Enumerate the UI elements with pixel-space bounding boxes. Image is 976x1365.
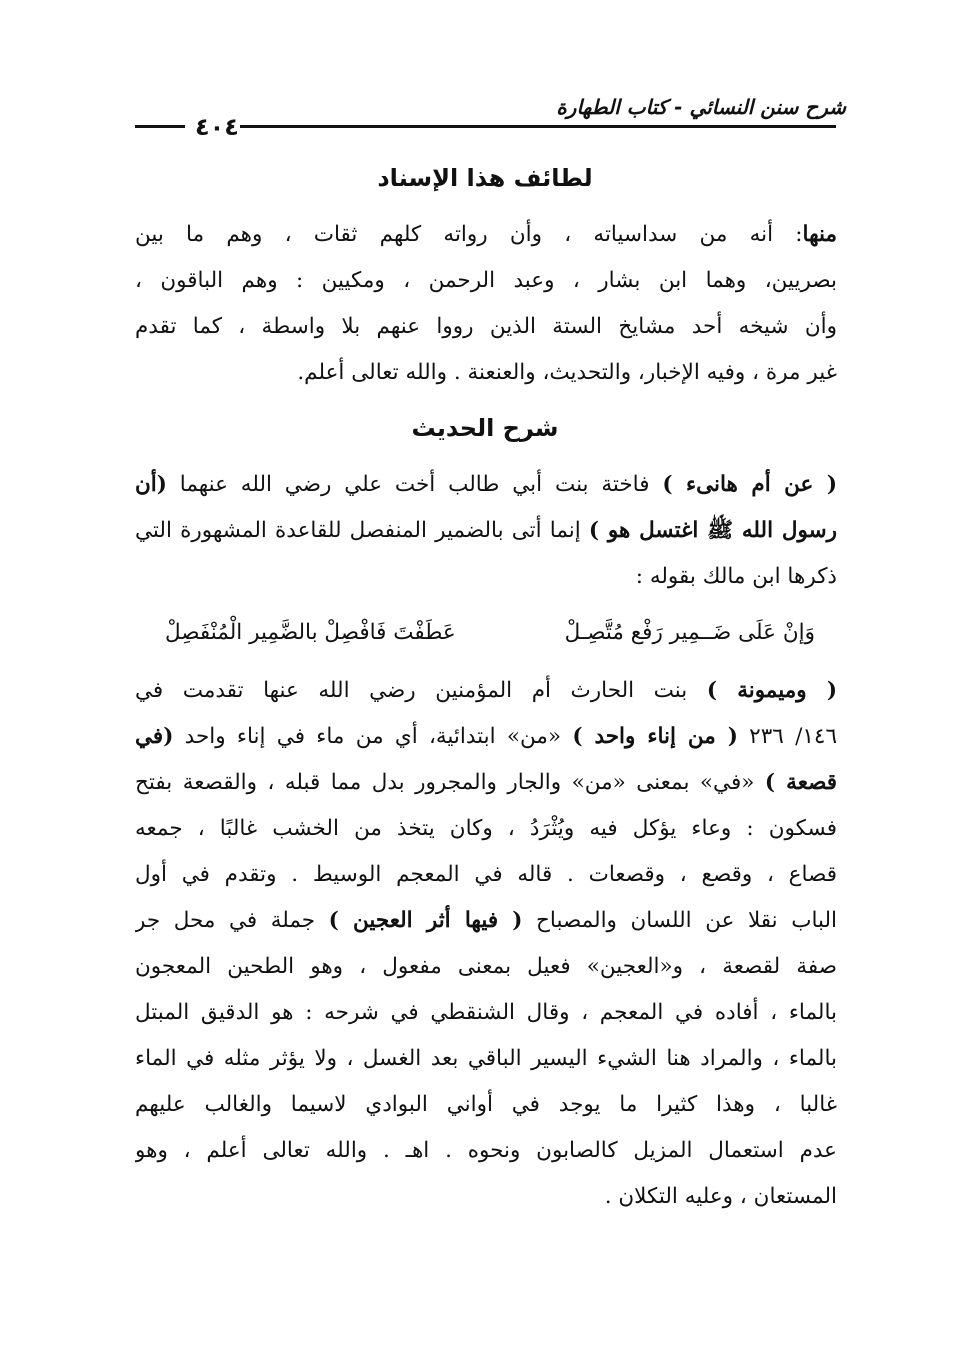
line-text: بنت الحارث أم المؤمنين رضي الله عنها تقدمت في <box>135 678 707 703</box>
line-text: إنما أتى بالضمير المنفصل للقاعدة المشهورة التي <box>135 518 589 543</box>
text-line <box>135 212 837 258</box>
text-line: قصاع ، وقصع ، وقصعات . قاله في المعجم الوسيط . وتقدم في أول <box>135 862 837 887</box>
text-line <box>135 898 837 944</box>
text-line: بالماء ، أفاده في المعجم ، وقال الشنقطي في شرحه : هو الدقيق المبتل <box>135 1000 837 1025</box>
line-text: الباب نقلا عن اللسان والمصباح <box>522 908 837 933</box>
line-text: ١٤٦/ ٢٣٦ <box>737 724 837 749</box>
line-text: فاختة بنت أبي طالب أخت علي رضي الله عنهما <box>166 472 663 497</box>
hadith-quote: ( فيها أثر العجين ) <box>328 908 523 933</box>
hadith-quote: ( وميمونة ) <box>706 678 837 703</box>
hadith-quote: (في <box>135 724 174 749</box>
text-line: المستعان ، وعليه التكلان . <box>604 1184 837 1209</box>
page-number: ٤٠٤ <box>195 113 239 141</box>
line-text: «في» بمعنى «من» والجار والمجرور بدل مما قبله ، والقصعة بفتح <box>135 770 765 795</box>
line-text: : أنه من سداسياته ، وأن رواته كلهم ثقات ، وهم ما بين <box>135 222 803 247</box>
header-rule <box>240 125 836 128</box>
text-line: بالماء ، والمراد هنا الشيء اليسير الباقي بعد الغسل ، ولا يؤثر مثله في الماء <box>135 1046 837 1071</box>
section-heading-isnad: لطائف هذا الإسناد <box>377 164 593 192</box>
text-line: عدم استعمال المزيل كالصابون ونحوه . اهـ . والله تعالى أعلم ، وهو <box>135 1138 837 1163</box>
paragraph-hadith-intro <box>135 462 837 600</box>
text-line: بصريين، وهما ابن بشار ، وعبد الرحمن ، ومكيين : وهم الباقون ، <box>135 268 837 293</box>
hadith-quote: رسول الله ﷺ اغتسل هو ) <box>588 518 837 543</box>
text-line <box>135 668 837 714</box>
text-line: صفة لقصعة ، و«العجين» فعيل بمعنى مفعول ، وهو الطحين المعجون <box>135 954 837 979</box>
text-line: غير مرة ، وفيه الإخبار، والتحديث، والعنعنة . والله تعالى أعلم. <box>297 360 837 385</box>
text-line <box>135 462 837 508</box>
verse-second-hemistich: عَطَفْتَ فَافْصِلْ بالضَّمِير الْمُنْفَصِلْ <box>165 620 456 645</box>
hadith-quote: ( عن أم هانىء ) <box>662 472 837 497</box>
line-text: «من» ابتدائية، أي من ماء في إناء واحد <box>173 724 573 749</box>
text-line <box>135 508 837 554</box>
text-line: غالبا ، وهذا كثيرا ما يوجد في أواني البوادي لاسيما والغالب عليهم <box>135 1092 837 1117</box>
text-line <box>135 714 837 760</box>
hadith-quote: ( من إناء واحد ) <box>572 724 738 749</box>
line-text: جملة في محل جر <box>135 908 329 933</box>
text-line: فسكون : وعاء يؤكل فيه ويُثْرَدُ ، وكان يتخذ من الخشب غالبًا ، جمعه <box>135 816 837 841</box>
paragraph-hadith-explanation <box>135 668 837 1220</box>
section-heading-sharh: شرح الحديث <box>411 414 559 442</box>
page-number-dash <box>135 125 185 128</box>
hadith-quote: قصعة ) <box>764 770 837 795</box>
hadith-quote: (أن <box>135 472 167 497</box>
text-line <box>135 760 837 806</box>
text-line: ذكرها ابن مالك بقوله : <box>635 564 837 589</box>
paragraph-isnad <box>135 212 837 396</box>
running-header-title: شرح سنن النسائي - كتاب الطهارة <box>556 95 846 119</box>
poetry-verse <box>165 610 815 656</box>
verse-first-hemistich: وَإنْ عَلَى ضَــمِير رَفْع مُتَّصِـلْ <box>564 620 815 645</box>
text-line: وأن شيخه أحد مشايخ الستة الذين رووا عنهم بلا واسطة ، كما تقدم <box>135 314 837 339</box>
lead-word: منها <box>802 222 837 247</box>
